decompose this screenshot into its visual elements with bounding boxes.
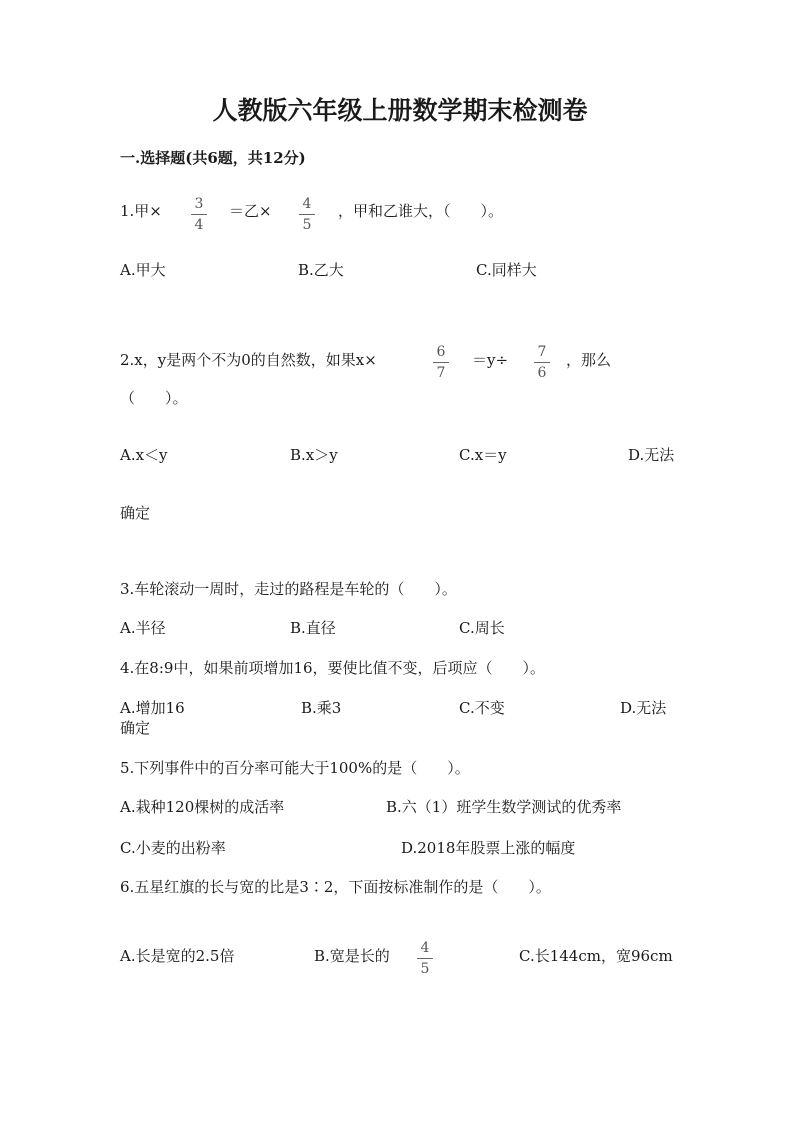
q2-text-b: ＝y÷ [472, 351, 509, 369]
q6-option-b: B.宽是长的 [314, 947, 390, 965]
q2-frac1-numerator: 6 [436, 344, 446, 360]
fraction-bar [191, 214, 207, 215]
q5-option-c: C.小麦的出粉率 [120, 839, 226, 857]
fraction-bar [433, 362, 449, 363]
q1-frac2-numerator: 4 [302, 196, 312, 212]
q2-option-d-wrap: 确定 [120, 504, 151, 522]
q3-option-a: A.半径 [120, 619, 166, 637]
q2-text-line2: （ ）。 [120, 389, 188, 407]
fraction-bar [299, 214, 315, 215]
q3-option-b: B.直径 [290, 619, 336, 637]
q2-text-c: ，那么 [566, 351, 612, 369]
q1-option-c: C.同样大 [476, 261, 537, 279]
q2-text-a: 2.x，y是两个不为0的自然数，如果x× [120, 351, 377, 369]
q1-frac1-numerator: 3 [194, 196, 204, 212]
page-title: 人教版六年级上册数学期末检测卷 [212, 96, 588, 125]
q3-text: 3.车轮滚动一周时，走过的路程是车轮的（ ）。 [120, 580, 457, 598]
q4-option-d: D.无法 [620, 699, 667, 717]
q5-option-a: A.栽种120棵树的成活率 [120, 798, 285, 816]
q5-option-b: B.六（1）班学生数学测试的优秀率 [386, 798, 622, 816]
q3-option-c: C.周长 [459, 619, 505, 637]
q2-fraction-1 [431, 344, 451, 381]
q4-option-d-wrap: 确定 [120, 719, 151, 737]
q2-frac1-denominator: 7 [436, 365, 446, 381]
q2-option-b: B.x＞y [290, 446, 338, 464]
fraction-bar [534, 362, 550, 363]
q2-fraction-2 [532, 344, 552, 381]
q1-option-b: B.乙大 [298, 261, 344, 279]
q2-frac2-numerator: 7 [537, 344, 547, 360]
q4-option-b: B.乘3 [301, 699, 342, 717]
q6-option-c: C.长144cm，宽96cm [519, 947, 673, 965]
q5-option-d: D.2018年股票上涨的幅度 [401, 839, 576, 857]
q4-text: 4.在8:9中，如果前项增加16，要使比值不变，后项应（ ）。 [120, 659, 546, 677]
q1-text-a: 1.甲× [120, 202, 162, 220]
q2-option-c: C.x＝y [459, 446, 507, 464]
q5-text: 5.下列事件中的百分率可能大于100%的是（ ）。 [120, 759, 470, 777]
q4-option-a: A.增加16 [120, 699, 185, 717]
q2-option-a: A.x＜y [120, 446, 168, 464]
q6-text: 6.五星红旗的长与宽的比是3∶2，下面按标准制作的是（ ）。 [120, 878, 551, 896]
q2-option-d: D.无法 [628, 446, 675, 464]
q6-option-b-fraction [415, 940, 435, 977]
q1-option-a: A.甲大 [120, 261, 166, 279]
section-heading: 一.选择题(共6题，共12分) [120, 149, 306, 167]
fraction-bar [417, 958, 433, 959]
q4-option-c: C.不变 [459, 699, 505, 717]
q1-frac1-denominator: 4 [194, 217, 204, 233]
q1-frac2-denominator: 5 [302, 217, 312, 233]
q1-fraction-1 [189, 196, 209, 233]
q6-frac-numerator: 4 [420, 940, 430, 956]
q6-frac-denominator: 5 [420, 961, 430, 977]
q2-frac2-denominator: 6 [537, 365, 547, 381]
q6-option-a: A.长是宽的2.5倍 [120, 947, 235, 965]
q1-text-b: ＝乙× [229, 202, 272, 220]
q1-text-c: ，甲和乙谁大，（ ）。 [338, 202, 504, 220]
q1-fraction-2 [297, 196, 317, 233]
